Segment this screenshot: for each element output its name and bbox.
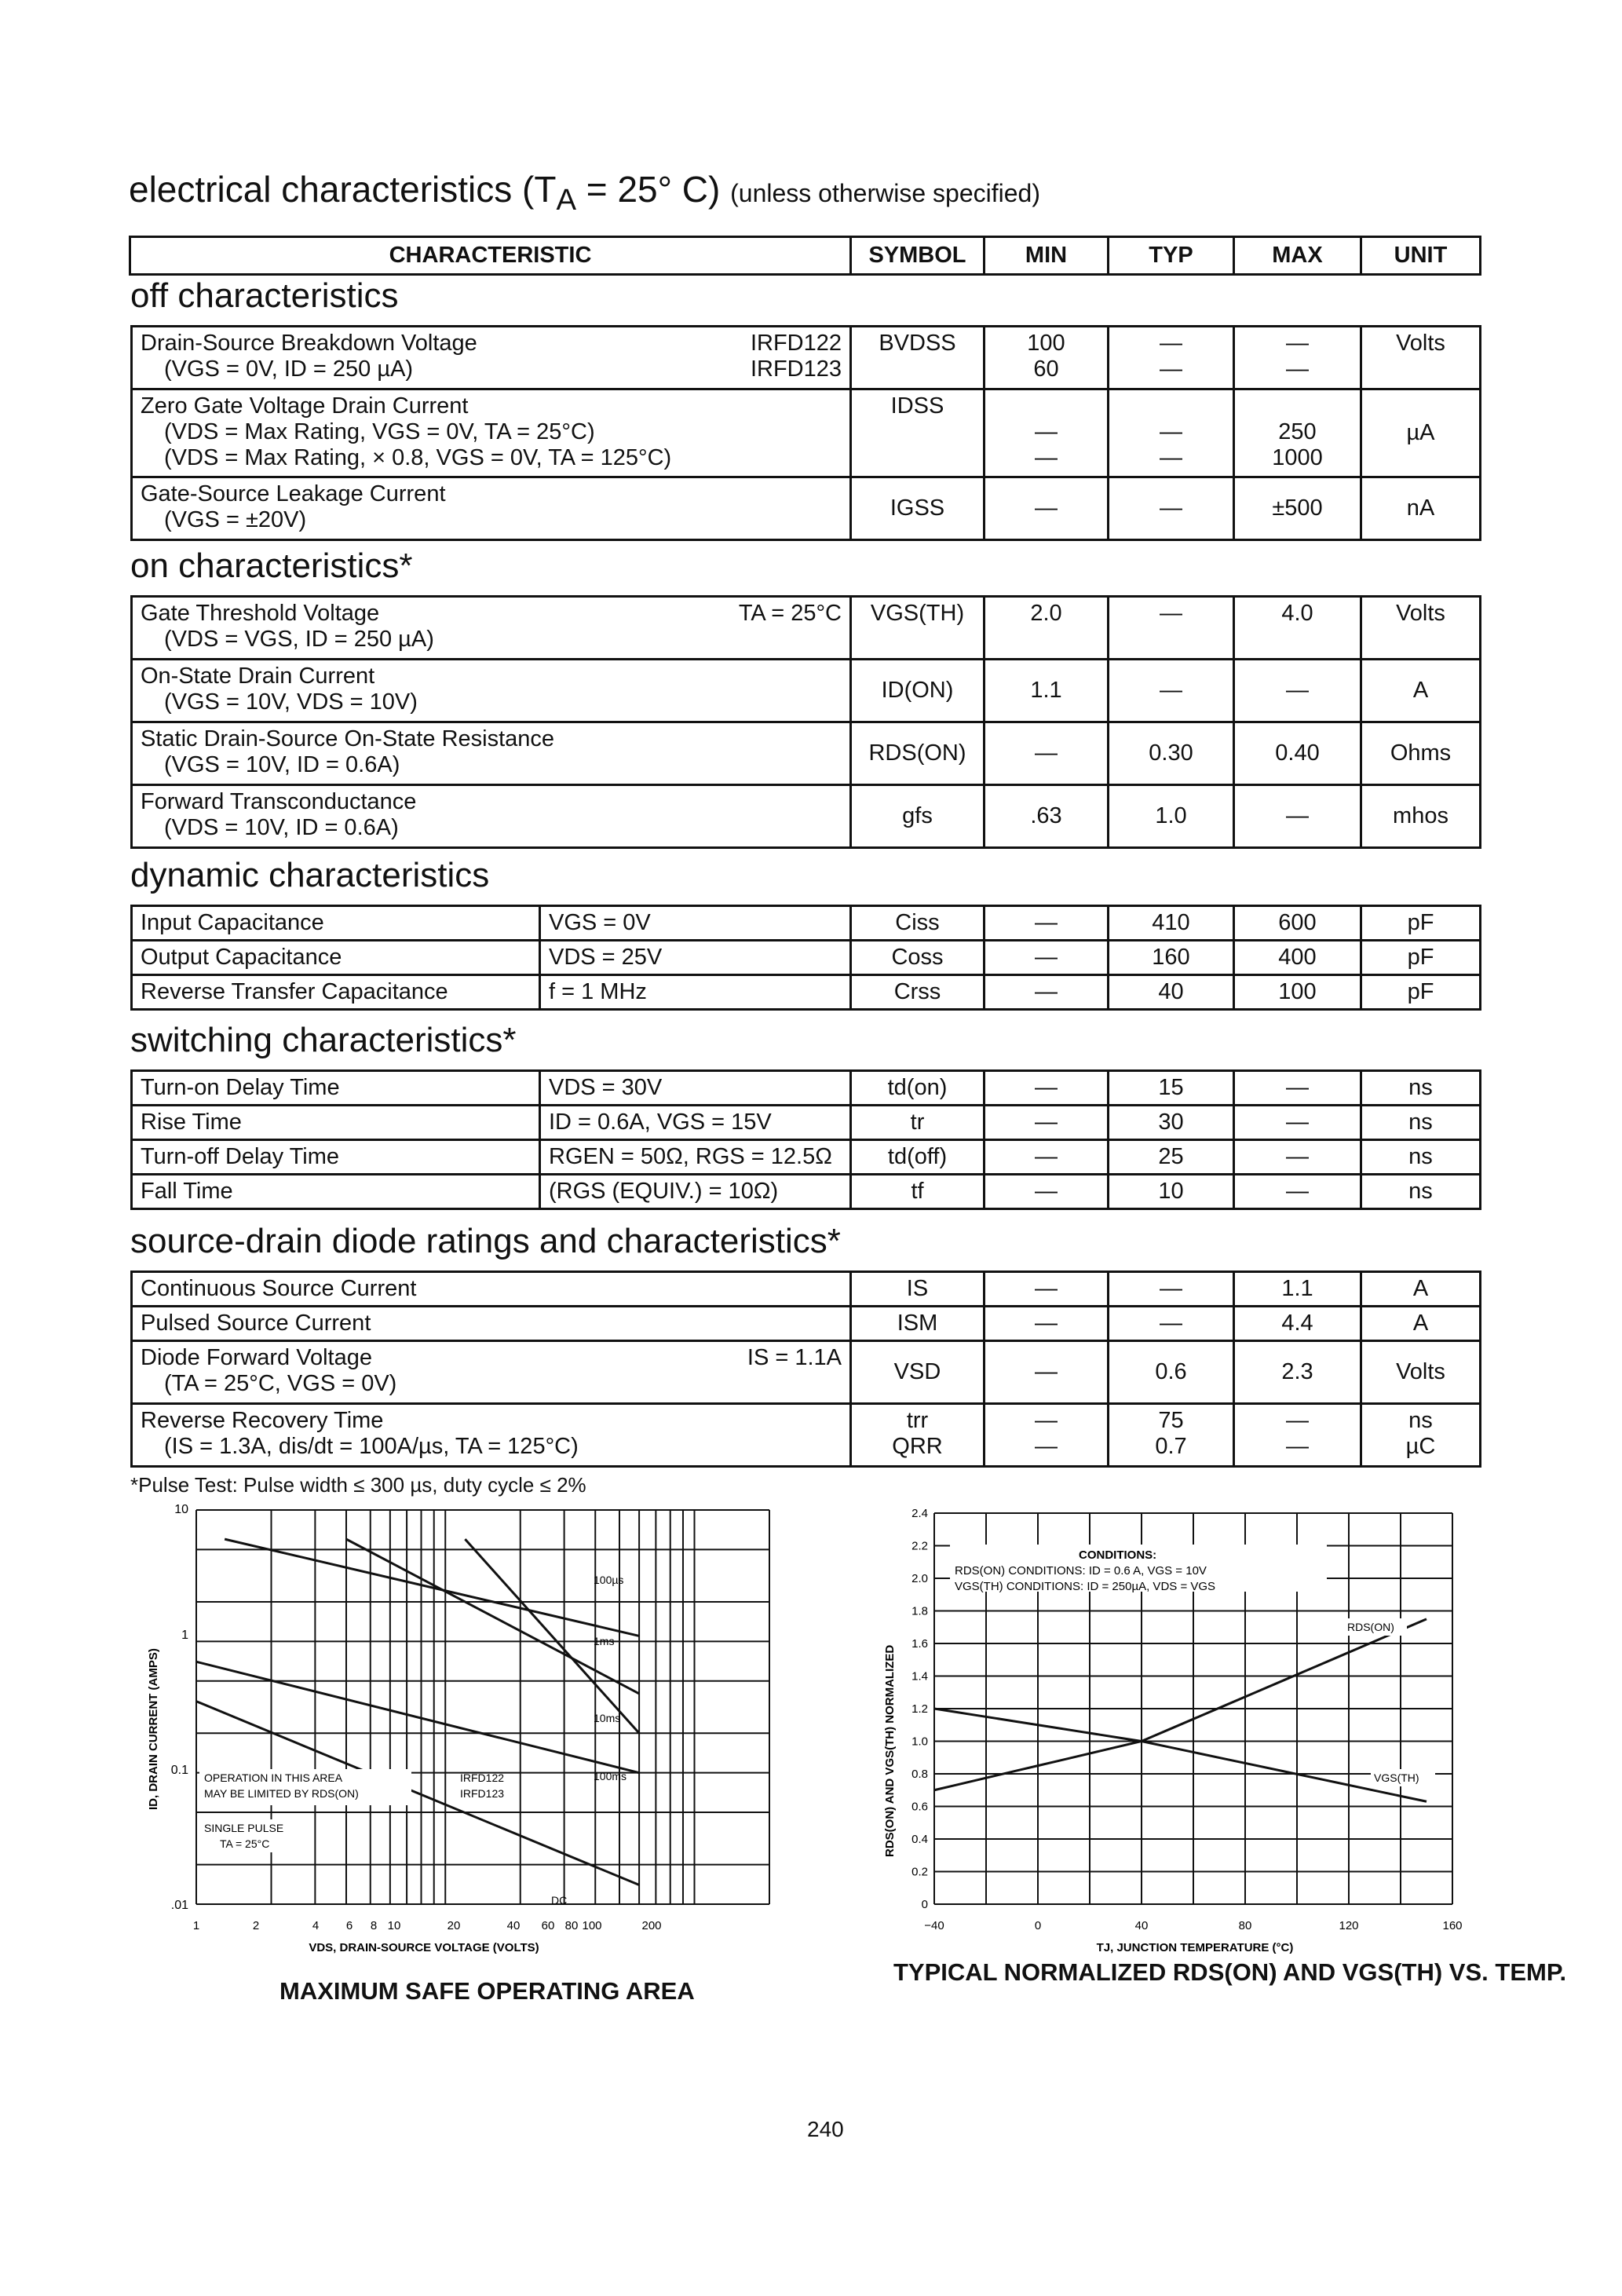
temp-xtick: 160 [1442,1919,1463,1932]
soa-ytick-0.1: 0.1 [170,1764,188,1777]
header-max: MAX [1234,237,1361,275]
soa-label-dc: DC [551,1894,568,1907]
page-title: electrical characteristics ($T_A = 25^\circ$ C) (unless otherwise specified) [129,169,1040,218]
soa-single-pulse: SINGLE PULSE [204,1822,284,1834]
page-number: 240 [807,2117,844,2141]
soa-xtick: 100 [582,1919,602,1932]
temp-xtick: 120 [1339,1919,1359,1932]
temp-ytick: 2.2 [911,1539,928,1553]
soa-ytick-10: 10 [174,1503,188,1516]
temp-ytick: 1.2 [911,1702,928,1716]
temp-chart [871,1496,1500,1967]
off-table [130,325,1481,541]
switching-table [130,1069,1481,1210]
temp-cond-2: VGS(TH) CONDITIONS: ID = 250µA, VDS = VGS [955,1580,1216,1593]
soa-series-100ms [196,1662,639,1772]
temp-ytick: 2.0 [911,1572,928,1585]
header-min: MIN [985,237,1109,275]
temp-ytick: 0.4 [911,1833,928,1846]
temp-xtick: 0 [1034,1919,1042,1932]
soa-label-10ms: 10ms [594,1712,621,1724]
temp-label-vgs: VGS(TH) [1374,1771,1419,1784]
temp-ytick: 1.0 [911,1735,928,1749]
temp-ytick: 2.4 [911,1507,928,1520]
soa-label-1ms: 1ms [594,1635,615,1647]
temp-xtick: 40 [1134,1919,1149,1932]
table-row: TA = 25°C Gate Threshold Voltage (VDS = VGS, ID = 250 µA) VGS(TH) 2.0 — 4.0 Volts [132,597,1481,660]
temp-ytick: 1.4 [911,1669,928,1684]
soa-label-100us: 100µs [594,1574,624,1586]
soa-xtick: 200 [641,1919,662,1932]
soa-series-100µs [225,1539,639,1636]
temp-ytick: 1.8 [911,1604,928,1618]
soa-caption: MAXIMUM SAFE OPERATING AREA [279,1977,695,2005]
temp-ytick: 0.6 [911,1800,928,1814]
soa-xtick: 4 [312,1919,320,1932]
pulse-note: *Pulse Test: Pulse width ≤ 300 µs, duty cycle ≤ 2% [130,1473,586,1497]
section-dynamic: dynamic characteristics [130,856,490,894]
table-row: Output Capacitance VDS = 25V Coss — 160 400 pF [132,941,1481,975]
table-row: Pulsed Source Current ISM — — 4.4 A [132,1307,1481,1341]
header-table [129,236,1481,276]
table-row: Turn-off Delay Time RGEN = 50Ω, RGS = 12.5Ω td(off) — 25 — ns [132,1140,1481,1175]
table-row: Input Capacitance VGS = 0V Ciss — 410 600 pF [132,906,1481,941]
table-row: Gate-Source Leakage Current (VGS = ±20V) IGSS — — ±500 nA [132,477,1481,540]
temp-conditions: CONDITIONS: [1079,1548,1157,1562]
soa-xtick: 10 [387,1919,401,1932]
section-off: off characteristics [130,276,399,315]
table-row: Continuous Source Current IS — — 1.1 A [132,1272,1481,1307]
header-characteristic: CHARACTERISTIC [130,237,851,275]
section-switching: switching characteristics* [130,1021,517,1059]
diode-table [130,1270,1481,1468]
soa-xlabel: VDS, DRAIN-SOURCE VOLTAGE (VOLTS) [309,1941,539,1954]
table-row: Static Drain-Source On-State Resistance (VGS = 10V, ID = 0.6A) RDS(ON) — 0.30 0.40 Ohms [132,722,1481,785]
table-row: Forward Transconductance (VDS = 10V, ID = 0.6A) gfs .63 1.0 — mhos [132,785,1481,848]
table-row: Rise Time ID = 0.6A, VGS = 15V tr — 30 — ns [132,1106,1481,1140]
temp-caption: TYPICAL NORMALIZED RDS(ON) AND VGS(TH) VS. TEMP. [893,1958,1567,1986]
soa-chart [141,1496,801,1967]
soa-part-123: IRFD123 [460,1787,505,1800]
temp-xtick: 80 [1238,1919,1252,1932]
soa-note-1: OPERATION IN THIS AREA [204,1771,343,1784]
soa-ta: TA = 25°C [220,1837,270,1850]
soa-note-2: MAY BE LIMITED BY RDS(ON) [204,1787,359,1800]
soa-ylabel: ID, DRAIN CURRENT (AMPS) [147,1648,160,1810]
soa-xtick: 6 [345,1919,353,1932]
section-diode: source-drain diode ratings and characteristics* [130,1222,841,1260]
table-row: Turn-on Delay Time VDS = 30V td(on) — 15 — ns [132,1071,1481,1106]
temp-cond-1: RDS(ON) CONDITIONS: ID = 0.6 A, VGS = 10V [955,1564,1207,1578]
table-row: Zero Gate Voltage Drain Current (VDS = Max Rating, VGS = 0V, TA = 25°C) (VDS = Max Rating, × 0.8, VGS = 0V, TA = 125°C) IDSS — — — — 250 1000 µA [132,389,1481,477]
soa-xtick: 1 [192,1919,200,1932]
soa-xtick: 80 [564,1919,579,1932]
soa-xtick: 20 [447,1919,461,1932]
temp-ytick: 0.2 [911,1865,928,1879]
table-row: Reverse Transfer Capacitance f = 1 MHz Crss — 40 100 pF [132,975,1481,1010]
temp-ylabel: RDS(ON) AND VGS(TH) NORMALIZED [883,1644,897,1857]
header-unit: UNIT [1361,237,1481,275]
soa-xtick: 2 [252,1919,260,1932]
temp-label-rds: RDS(ON) [1347,1621,1394,1633]
table-row: Reverse Recovery Time (IS = 1.3A, dis/dt = 100A/µs, TA = 125°C) trr QRR — — 75 0.7 — — ns µC [132,1404,1481,1467]
table-row: IS = 1.1A Diode Forward Voltage (TA = 25°C, VGS = 0V) VSD — 0.6 2.3 Volts [132,1341,1481,1404]
soa-xtick: 8 [370,1919,378,1932]
dynamic-table [130,905,1481,1011]
soa-ytick-1: 1 [181,1629,188,1642]
table-row: On-State Drain Current (VGS = 10V, VDS = 10V) ID(ON) 1.1 — — A [132,660,1481,722]
temp-series-VGS(TH) [934,1709,1427,1801]
header-symbol: SYMBOL [851,237,985,275]
header-typ: TYP [1109,237,1234,275]
section-on: on characteristics* [130,547,413,585]
on-table [130,595,1481,849]
temp-xlabel: TJ, JUNCTION TEMPERATURE (°C) [1096,1941,1294,1954]
temp-xtick: −40 [924,1919,944,1932]
temp-series-RDS(ON) [934,1619,1427,1790]
title-note: (unless otherwise specified) [730,179,1040,207]
soa-part-122: IRFD122 [460,1771,505,1784]
temp-ytick: 1.6 [911,1637,928,1651]
soa-label-100ms: 100ms [594,1770,627,1782]
soa-xtick: 40 [506,1919,521,1932]
temp-ytick: 0 [921,1898,928,1911]
soa-xtick: 60 [541,1919,555,1932]
table-row: IRFD122 Drain-Source Breakdown Voltage IRFD123 (VGS = 0V, ID = 250 µA) BVDSS 100 60 — — — — Volts [132,327,1481,389]
soa-ytick-.01: .01 [170,1899,188,1912]
temp-ytick: 0.8 [911,1768,928,1781]
table-row: Fall Time (RGS (EQUIV.) = 10Ω) tf — 10 — ns [132,1175,1481,1209]
